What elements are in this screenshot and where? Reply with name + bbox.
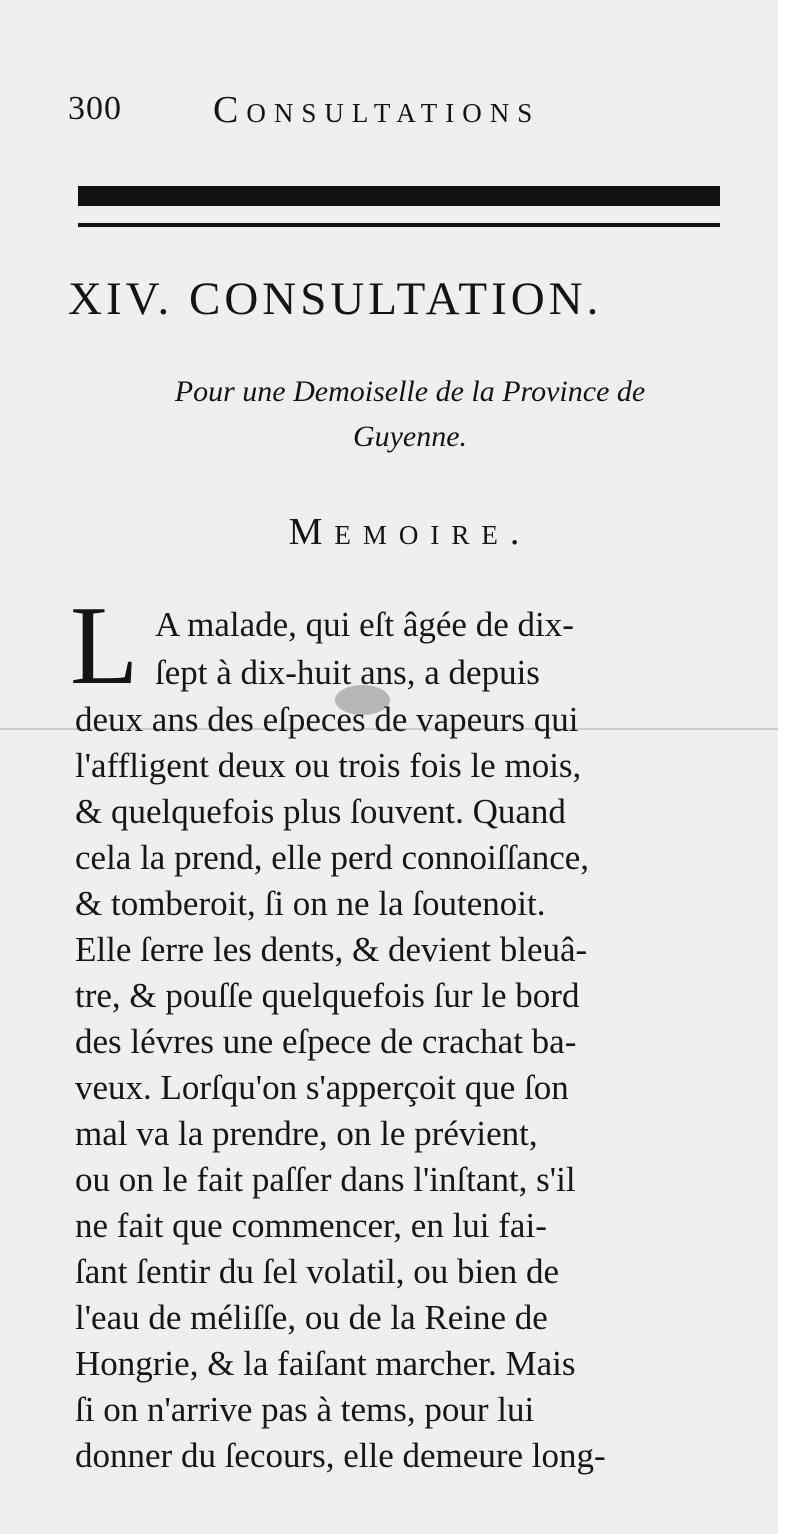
subtitle-line-2: Guyenne. <box>352 420 468 453</box>
body-line-6: cela la prend, elle perd connoiſſance, <box>75 838 590 877</box>
section-title: Memoire. <box>288 511 532 553</box>
body-line-13: ou on le fait paſſer dans l'inſtant, s'il <box>75 1160 576 1199</box>
consultation-heading: XIV. CONSULTATION. <box>68 273 603 325</box>
running-title: Consultations <box>213 89 541 131</box>
body-line-11: veux. Lorſqu'on s'apperçoit que ſon <box>75 1068 569 1107</box>
subtitle-line-1: Pour une Demoiselle de la Province de <box>174 375 646 408</box>
header-rule-thin <box>78 223 720 227</box>
body-line-8: Elle ſerre les dents, & devient bleuâ- <box>75 930 588 969</box>
body-line-2: ſept à dix-huit ans, a depuis <box>155 653 540 692</box>
drop-cap: L <box>70 584 139 708</box>
body-line-3: deux ans des eſpeces de vapeurs qui <box>75 700 579 739</box>
body-line-10: des lévres une eſpece de crachat ba- <box>75 1022 577 1061</box>
body-line-1: A malade, qui eſt âgée de dix- <box>155 605 574 644</box>
body-line-15: ſant ſentir du ſel volatil, ou bien de <box>75 1252 560 1291</box>
body-line-16: l'eau de méliſſe, ou de la Reine de <box>75 1298 548 1337</box>
body-line-12: mal va la prendre, on le prévient, <box>75 1114 538 1153</box>
right-margin <box>778 0 800 1534</box>
body-line-19: donner du ſecours, elle demeure long- <box>75 1436 606 1475</box>
running-head <box>68 88 728 138</box>
body-line-14: ne fait que commencer, en lui fai- <box>75 1206 547 1245</box>
header-rule-thick <box>78 186 720 206</box>
body-line-17: Hongrie, & la faiſant marcher. Mais <box>75 1344 576 1383</box>
body-line-18: ſi on n'arrive pas à tems, pour lui <box>75 1390 535 1429</box>
body-line-9: tre, & pouſſe quelquefois ſur le bord <box>75 976 580 1015</box>
body-line-4: l'affligent deux ou trois fois le mois, <box>75 746 582 785</box>
page-number: 300 <box>68 90 122 127</box>
body-line-7: & tomberoit, ſi on ne la ſoutenoit. <box>75 884 546 923</box>
body-line-5: & quelquefois plus ſouvent. Quand <box>75 792 566 831</box>
